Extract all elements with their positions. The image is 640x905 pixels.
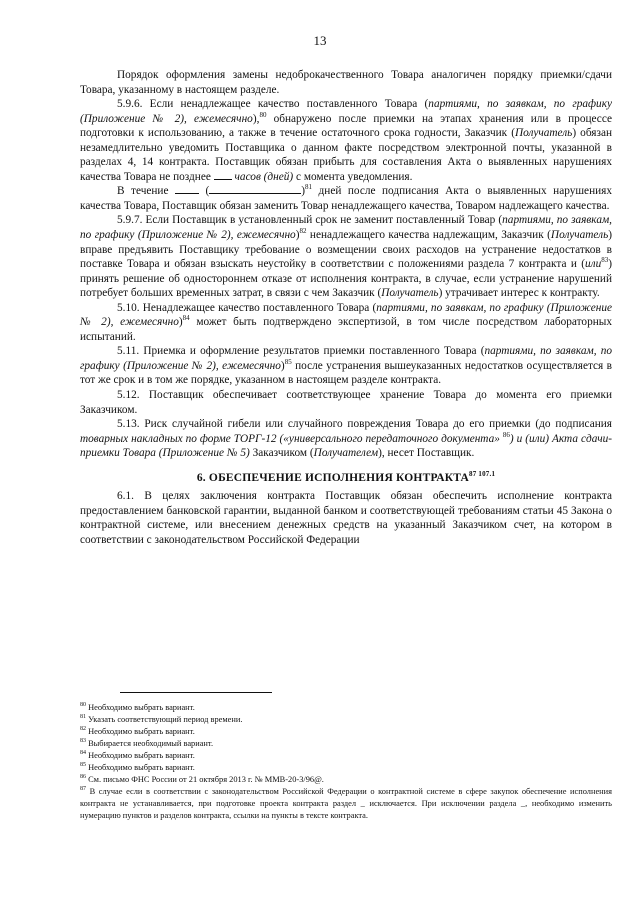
- footnote-85: $^{85}$ Необходимо выбрать вариант.: [80, 762, 195, 772]
- paragraph-6-1: 6.1. В целях заключения контракта Поставщик обязан обеспечить исполнение контракта предоставлением банковской гарантии, выданной банком и соответствующей требованиям статьи 45 Закона о контрактной системе, или внесением денежных средств на указанный Заказчиком счет, на котором в соответствии с законодательством Российской Федерации: [80, 490, 612, 546]
- footnote-84: $^{84}$ Необходимо выбрать вариант.: [80, 750, 195, 760]
- footnote-ref-82: 82: [299, 227, 307, 236]
- days-words-blank: [209, 184, 301, 194]
- footnote-87: $^{87}$ В случае если в соответствии с законодательством Российской Федерации о контрактной системе в сфере закупок обеспечение исполнения контракта не устанавливается, при подготовке проекта контракта раздел _ исключается. При исключении раздела _, необходимо изменить нумерацию пунктов и разделов контракта, ссылки на пункты в тексте контракта.: [80, 786, 612, 820]
- footnote-ref-83: 83: [601, 256, 609, 265]
- footnote-ref-81: 81: [305, 183, 313, 192]
- footnote-ref-84: 84: [182, 314, 190, 323]
- footnote-86: $^{86}$ См. письмо ФНС России от 21 октября 2013 г. № ММВ-20-3/96@.: [80, 774, 324, 784]
- paragraph-5-12: 5.12. Поставщик обеспечивает соответствующее хранение Товара до момента его приемки Заказчиком.: [80, 389, 612, 416]
- footnote-83: $^{83}$ Выбирается необходимый вариант.: [80, 738, 214, 748]
- footnote-ref-87: 87 107.1: [469, 469, 496, 478]
- paragraph-5-9-6: 5.9.6. Если ненадлежащее качество поставленного Товара (партиями, по заявкам, по графику (Приложение № 2), ежемесячно),$^{80}$ обнаружено после приемки на этапах хранения или в процессе подготовки к использованию, а также в течение остаточного срока годности, Заказчик (Получатель) обязан незамедлительно уведомить Поставщика о данном факте посредством электронной почты, указанной в разделах 4, 14 контракта. Поставщик обязан прибыть для составления Акта о выявленных нарушениях качества Товара не позднее часов (дней) с момента уведомления.: [80, 98, 613, 183]
- footnote-ref-85: 85: [284, 358, 292, 367]
- body-text: [80, 68, 612, 548]
- days-number-blank: [175, 184, 199, 194]
- footnote-ref-80: 80: [259, 110, 267, 119]
- page-number: 13: [313, 33, 327, 48]
- footnote-82: $^{82}$ Необходимо выбрать вариант.: [80, 726, 195, 736]
- paragraph-replacement-order: Порядок оформления замены недоброкачественного Товара аналогичен порядку приемки/сдачи Товара, указанному в настоящем разделе.: [80, 69, 612, 96]
- paragraph-5-13: 5.13. Риск случайной гибели или случайного повреждения Товара до его приемки (до подписания товарных накладных по форме ТОРГ-12 («универсального передаточного документа» $^{86}$) и (или) Акта сдачи-приемки Товара (Приложение № 5) Заказчиком (Получателем), несет Поставщик.: [80, 418, 612, 460]
- paragraph-replacement-term: В течение ( )$^{81}$ дней после подписания Акта о выявленных нарушениях качества Товара, Поставщик обязан заменить Товар ненадлежащего качества, Товаром надлежащего качества.: [80, 183, 613, 212]
- footnote-ref-86: 86: [502, 430, 510, 439]
- footnote-81: $^{81}$ Указать соответствующий период времени.: [80, 714, 243, 724]
- footnotes: [80, 702, 612, 822]
- section-6-heading: 6. ОБЕСПЕЧЕНИЕ ИСПОЛНЕНИЯ $КОНТРАКТА^{87 107.1}$: [196, 469, 496, 484]
- paragraph-5-11: 5.11. Приемка и оформление результатов приемки поставленного Товара (партиями, по заявкам, по графику (Приложение № 2), ежемесячно)$^{85}$ после устранения вышеуказанных недостатков осуществляется в тот же срок и в том же порядке, указанном в настоящем разделе контракта.: [80, 345, 612, 387]
- footnote-80: $^{80}$ Необходимо выбрать вариант.: [80, 702, 195, 712]
- paragraph-5-10: 5.10. Ненадлежащее качество поставленного Товара (партиями, по заявкам, по графику (Приложение № 2), ежемесячно)$^{84}$ может быть подтверждено экспертизой, в том числе посредством лабораторных испытаний.: [80, 301, 612, 343]
- footnote-separator: [120, 692, 272, 693]
- hours-blank: [214, 170, 232, 180]
- paragraph-5-9-7: 5.9.7. Если Поставщик в установленный срок не заменит поставленный Товар (партиями, по заявкам, по графику (Приложение № 2), ежемесячно)$^{82}$ ненадлежащего качества надлежащим, Заказчик (Получатель) вправе предъявить Поставщику требование о возмещении своих расходов на устранение недостатков в поставке Товара и обязан взыскать неустойку в соответствии с положениями раздела 7 контракта и (или$^{83}$) принять решение об одностороннем отказе от исполнения контракта, в случае, если устранение нарушений потребует больших временных затрат, в связи с чем Заказчик (Получатель) утрачивает интерес к контракту.: [80, 214, 612, 300]
